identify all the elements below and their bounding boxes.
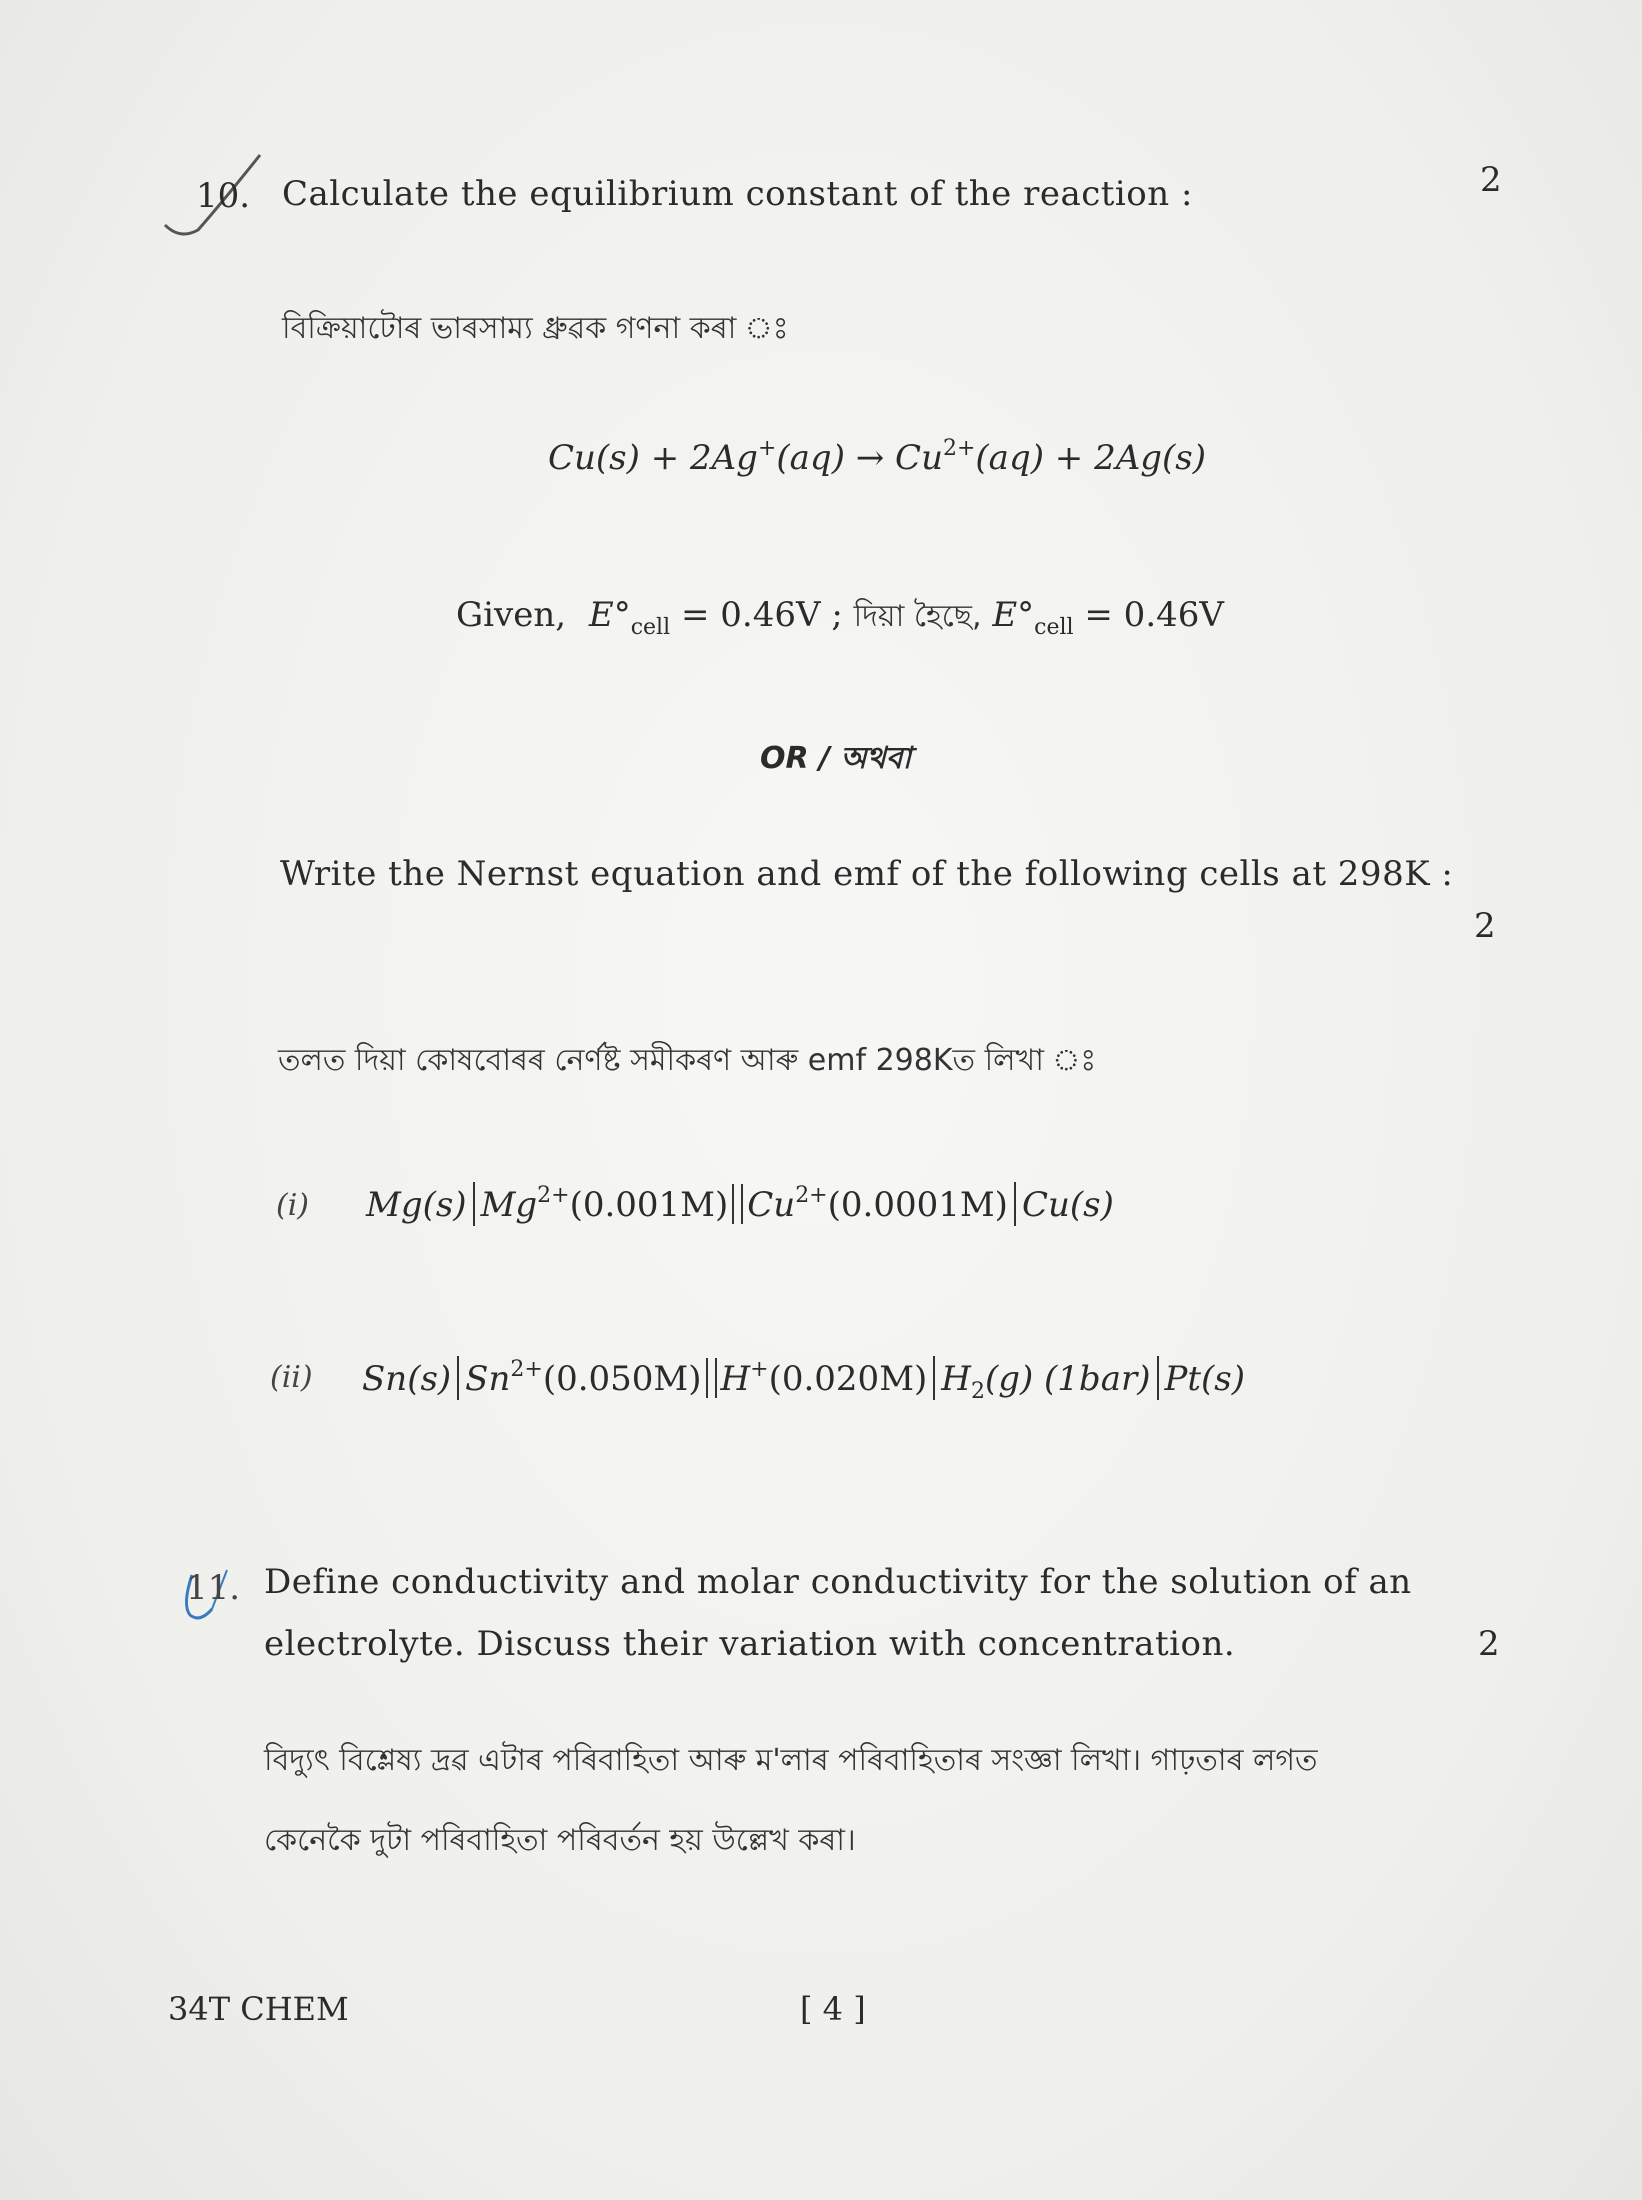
page-number: [ 4 ]	[800, 1990, 866, 2028]
concentration: (0.050M)	[542, 1359, 702, 1399]
phase-boundary	[457, 1356, 459, 1400]
concentration: (0.020M)	[768, 1359, 928, 1399]
concentration: (0.0001M)	[827, 1185, 1008, 1225]
given-value: = 0.46V ;	[680, 595, 843, 635]
question-number: 11.	[186, 1568, 241, 1608]
question-text-assamese: কেনেকৈ দুটা পৰিবাহিতা পৰিবৰ্তন হয় উল্লেখ কৰা।	[264, 1823, 856, 1858]
electrode: Cu(s)	[1021, 1185, 1114, 1225]
given-label-assamese: দিয়া হৈছে,	[853, 599, 982, 634]
marks: 2	[1474, 906, 1496, 946]
phase-boundary	[473, 1182, 475, 1226]
equation-part: (aq) + 2Ag(s)	[975, 438, 1207, 478]
equation-part: Cu(s) + 2Ag	[548, 438, 758, 478]
subscript: cell	[630, 615, 671, 640]
question-text: electrolyte. Discuss their variation with concentration.	[264, 1624, 1236, 1664]
electrode: Sn(s)	[362, 1359, 452, 1399]
superscript: 2+	[510, 1357, 543, 1382]
sub-item-label: (ii)	[270, 1360, 313, 1395]
phase-boundary	[1014, 1182, 1016, 1226]
ion: Sn	[465, 1359, 511, 1399]
e-symbol: E°	[588, 595, 631, 635]
superscript: +	[750, 1357, 769, 1382]
superscript: +	[757, 436, 777, 461]
electrode: Mg(s)	[366, 1185, 467, 1225]
gas-state: (g) (1bar)	[984, 1359, 1151, 1399]
salt-bridge	[732, 1184, 743, 1224]
marks: 2	[1480, 160, 1502, 200]
cell-notation	[362, 1356, 1245, 1404]
gas: H	[941, 1359, 971, 1399]
concentration: (0.001M)	[569, 1185, 729, 1225]
given-value: = 0.46V	[1084, 595, 1224, 635]
given-line	[456, 592, 1224, 643]
subscript: cell	[1034, 615, 1074, 640]
question-text-assamese: বিদ্যুৎ বিশ্লেষ্য দ্ৰৱ এটাৰ পৰিবাহিতা আৰু ম'লাৰ পৰিবাহিতাৰ সংজ্ঞা লিখা। গাঢ়তাৰ লগত	[264, 1743, 1318, 1778]
phase-boundary	[1157, 1356, 1159, 1400]
cell-notation	[366, 1182, 1114, 1226]
e-symbol: E°	[992, 595, 1035, 635]
phase-boundary	[933, 1356, 935, 1400]
reaction-equation	[548, 436, 1206, 478]
question-text: Calculate the equilibrium constant of the reaction :	[282, 174, 1193, 214]
alternative-question-text: Write the Nernst equation and emf of the following cells at 298K :	[280, 854, 1454, 894]
alternative-question-assamese: তলত দিয়া কোষবোৰৰ নেৰ্ণষ্ট সমীকৰণ আৰু emf 298Kত লিখা ঃ	[278, 1043, 1097, 1078]
electrode: Pt(s)	[1164, 1359, 1246, 1399]
question-text: Define conductivity and molar conductivity for the solution of an	[264, 1562, 1412, 1602]
salt-bridge	[706, 1358, 717, 1398]
equation-part: (aq) → Cu	[776, 438, 943, 478]
superscript: 2+	[795, 1183, 828, 1208]
ion: H	[720, 1359, 751, 1399]
marks: 2	[1478, 1624, 1500, 1664]
ion: Cu	[747, 1185, 796, 1225]
question-number: 10.	[196, 176, 251, 216]
sub-item-label: (i)	[276, 1188, 310, 1223]
question-text-assamese: বিক্ৰিয়াটোৰ ভাৰসাম্য ধ্ৰুৱক গণনা কৰা ঃ	[282, 311, 789, 346]
paper-code: 34T CHEM	[168, 1990, 349, 2028]
given-label: Given,	[456, 595, 567, 635]
ion: Mg	[480, 1185, 538, 1225]
subscript: 2	[970, 1379, 985, 1404]
or-divider: OR / অথবা	[760, 741, 912, 776]
superscript: 2+	[942, 436, 976, 461]
superscript: 2+	[537, 1183, 570, 1208]
